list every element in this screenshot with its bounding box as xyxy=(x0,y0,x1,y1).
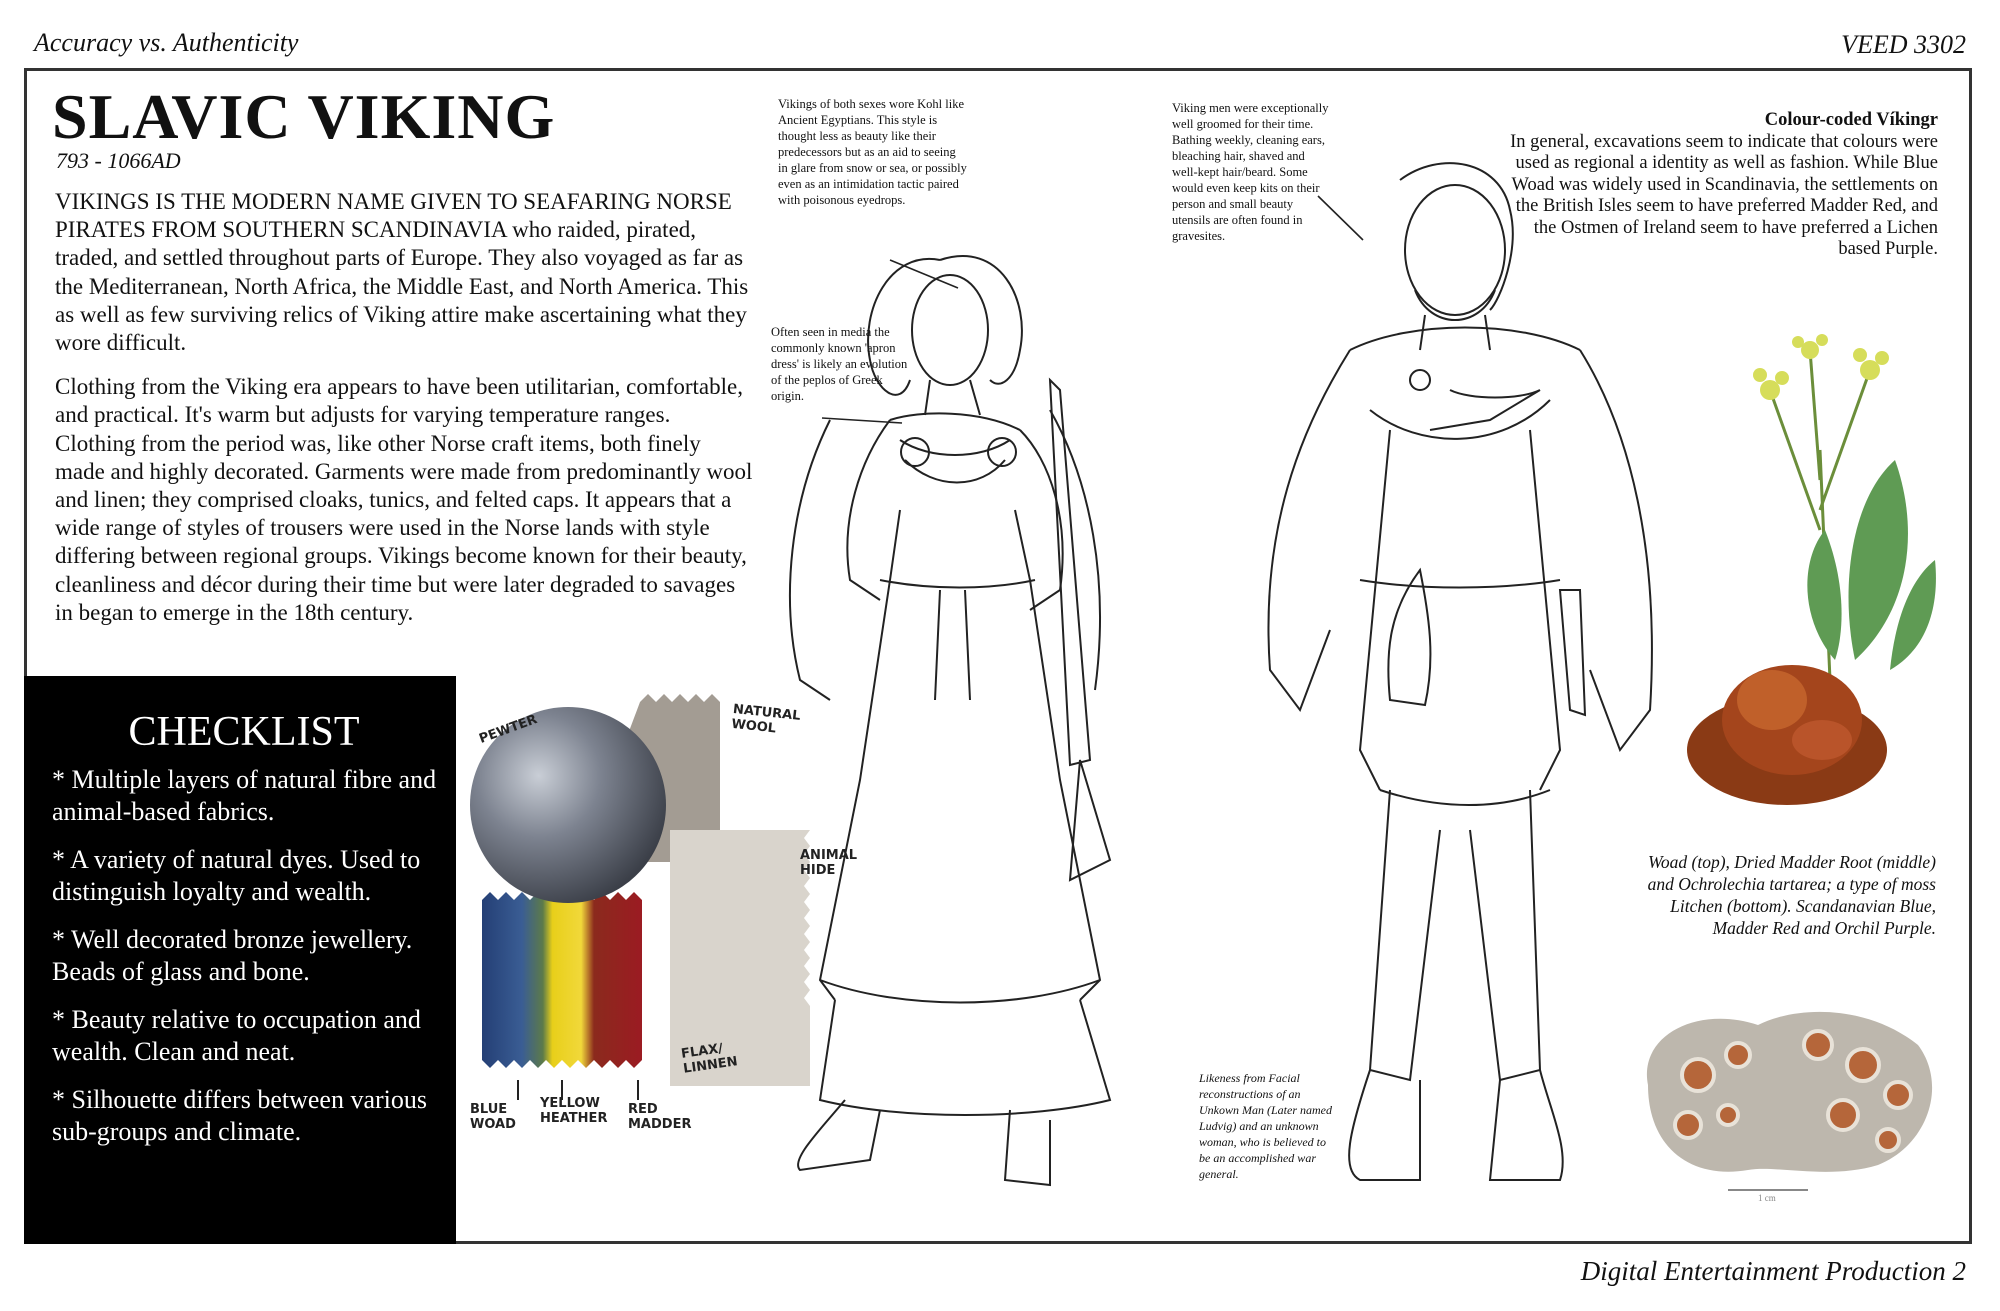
woad-plant-image xyxy=(1720,330,1950,690)
checklist-title: CHECKLIST xyxy=(128,709,360,755)
lichen-image xyxy=(1628,995,1946,1185)
linen-label: FLAX/ LINNEN xyxy=(680,1041,739,1077)
checklist-item: * Well decorated bronze jewellery. Beads of glass and bone. xyxy=(52,925,413,986)
checklist-item: * Silhouette differs between various sub-groups and climate. xyxy=(52,1085,427,1146)
grooming-note: Viking men were exceptionally well groomed for their time. Bathing weekly, cleaning ears, bleaching hair, shaved and well-kept hair/beard. Some would even keep kits on their person and small beauty utensils are often found in gravesites. xyxy=(1172,101,1329,243)
scale-bar-label: 1 cm xyxy=(1758,1193,1776,1203)
footer-module-name: Digital Entertainment Production 2 xyxy=(1580,1256,1966,1286)
colour-coded-section xyxy=(1490,110,1938,261)
pewter-label: PEWTER xyxy=(477,712,540,747)
colour-coded-text: In general, excavations seem to indicate that colours were used as regional a identity as well as fashion. While Blue Woad was widely used in Scandinavia, the settlements on the British Isles seem to have preferred Madder Red, and the Ostmen of Ireland seem to have preferred a Lichen based Purple. xyxy=(1510,131,1938,259)
intro-paragraph-1: VIKINGS IS THE MODERN NAME GIVEN TO SEAFARING NORSE PIRATES FROM SOUTHERN SCANDINAVIA who raided, pirated, traded, and settled throughout parts of Europe. They also voyaged as far as the Mediterranean, North Africa, the Middle East, and North America. This as well as few surviving relics of Viking attire make ascertaining what they wore difficult. xyxy=(55,189,749,356)
apron-dress-note-text: Often seen in media the commonly known 'apron dress' is likely an evolution of the peplos of Greek origin. xyxy=(771,325,908,403)
intro-paragraph-2: Clothing from the Viking era appears to have been utilitarian, comfortable, and practical. It's warm but adjusts for varying temperature ranges. Clothing from the period was, like other Norse craft items, both finely made and highly decorated. Garments were made from predominantly wool and linen; they comprised cloaks, tunics, and felted caps. It appears that a wide range of styles of trousers were used in the Norse lands with style differing between regional groups. Vikings become known for their beauty, cleanliness and décor during their time but were later degraded to savages in began to emerge in the 18th century. xyxy=(55,374,753,625)
page-title: SLAVIC VIKING xyxy=(52,81,556,152)
checklist-item: * Beauty relative to occupation and wealth. Clean and neat. xyxy=(52,1005,421,1066)
wool-label: NATURAL WOOL xyxy=(730,701,802,737)
header-left-title: Accuracy vs. Authenticity xyxy=(34,28,299,57)
kohl-note: Vikings of both sexes wore Kohl like Ancient Egyptians. This style is thought less as beauty like their predecessors but as an aid to seeing in glare from snow or sea, or possibly even as an intimidation tactic paired with poisonous eyedrops. xyxy=(778,97,967,207)
madder-root-image xyxy=(1682,640,1892,820)
yellow-heather-label: YELLOW HEATHER xyxy=(540,1096,608,1126)
hide-label: ANIMAL HIDE xyxy=(800,848,858,878)
likeness-note: Likeness from Facial reconstructions of an Unkown Man (Later named Ludvig) and an unknown woman, who is believed to be an accomplished war general. xyxy=(1199,1071,1332,1181)
red-madder-label: RED MADDER xyxy=(628,1102,692,1132)
colour-coded-heading: Colour-coded Víkingr xyxy=(1764,110,1938,130)
dye-sources-caption: Woad (top), Dried Madder Root (middle) and Ochrolechia tartarea; a type of moss Litchen (bottom). Scandanavian Blue, Madder Red and Orchil Purple. xyxy=(1647,852,1936,938)
checklist-item: * A variety of natural dyes. Used to distinguish loyalty and wealth. xyxy=(52,845,421,906)
header-course-code: VEED 3302 xyxy=(1841,30,1966,59)
date-range: 793 - 1066AD xyxy=(56,148,181,173)
blue-woad-label: BLUE WOAD xyxy=(470,1102,516,1132)
checklist-item: * Multiple layers of natural fibre and animal-based fabrics. xyxy=(52,765,437,826)
